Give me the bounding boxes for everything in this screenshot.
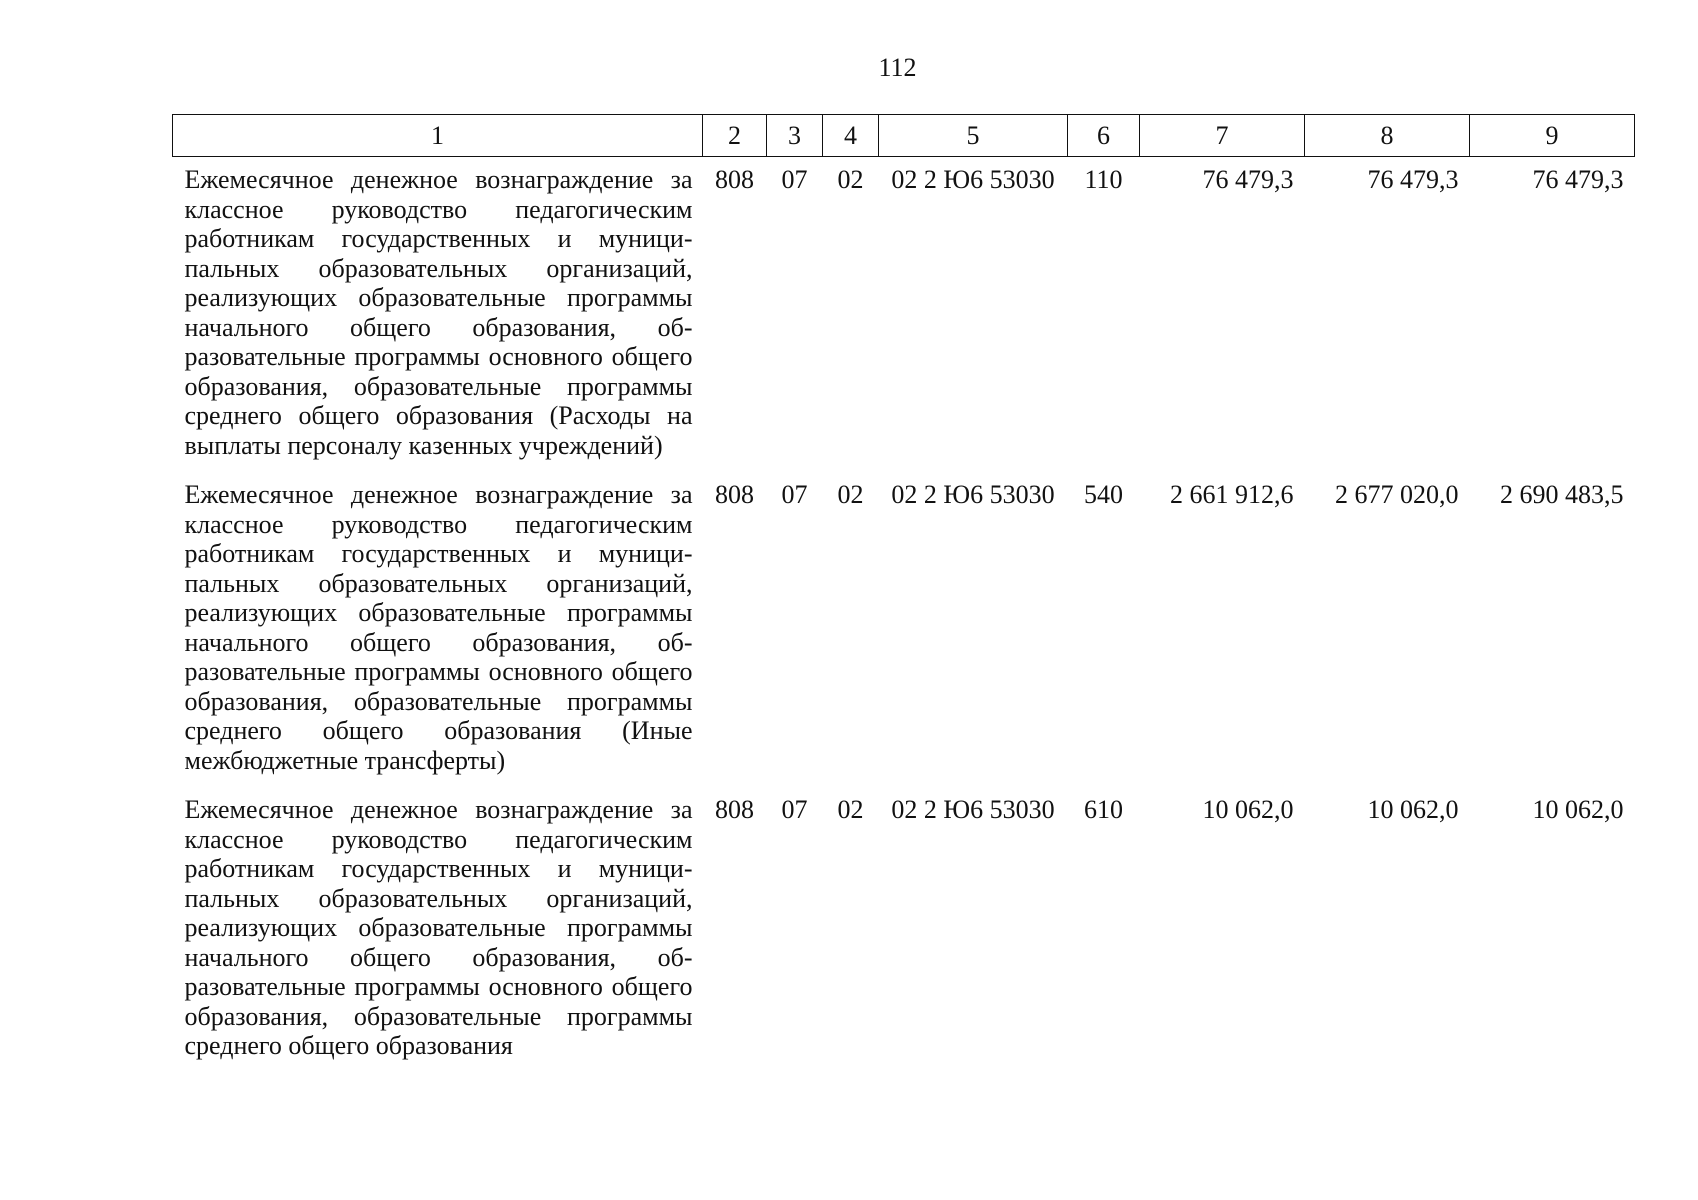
subsection-code: 02 bbox=[837, 795, 864, 824]
column-header: 4 bbox=[823, 115, 879, 157]
row-description: Ежемесячное денежное вознаграждение за классное руководство педагогическим работникам государственных и муниципальных образовательных организаций, реализующих образовательные программы начального общего образования, образовательные программы основного общего образования, образовательные программы среднего общего образования (Иные межбюджетные трансферты) bbox=[184, 480, 693, 775]
expense-type-code: 540 bbox=[1084, 480, 1123, 509]
target-article-code: 02 2 Ю6 53030 bbox=[891, 795, 1055, 824]
amount-col9: 10 062,0 bbox=[1532, 795, 1624, 824]
target-article-code: 02 2 Ю6 53030 bbox=[891, 480, 1055, 509]
column-header: 8 bbox=[1305, 115, 1470, 157]
ministry-code: 808 bbox=[715, 795, 754, 824]
column-header: 9 bbox=[1470, 115, 1635, 157]
amount-col7: 76 479,3 bbox=[1202, 165, 1294, 194]
column-header: 2 bbox=[703, 115, 767, 157]
column-header: 3 bbox=[767, 115, 823, 157]
amount-col7: 10 062,0 bbox=[1202, 795, 1294, 824]
column-header: 1 bbox=[173, 115, 703, 157]
table-row bbox=[173, 472, 1635, 787]
amount-col8: 10 062,0 bbox=[1367, 795, 1459, 824]
amount-col9: 2 690 483,5 bbox=[1500, 480, 1624, 509]
section-code: 07 bbox=[781, 795, 808, 824]
column-header: 7 bbox=[1140, 115, 1305, 157]
expense-type-code: 110 bbox=[1084, 165, 1123, 194]
page-number: 112 bbox=[878, 53, 917, 82]
section-code: 07 bbox=[781, 165, 808, 194]
amount-col8: 2 677 020,0 bbox=[1335, 480, 1459, 509]
expense-type-code: 610 bbox=[1084, 795, 1123, 824]
ministry-code: 808 bbox=[715, 165, 754, 194]
amount-col9: 76 479,3 bbox=[1532, 165, 1624, 194]
row-description: Ежемесячное денежное вознаграждение за классное руководство педагогическим работникам государственных и муниципальных образовательных организаций, реализующих образовательные программы начального общего образования, образовательные программы основного общего образования, образовательные программы среднего общего образования (Расходы на выплаты персоналу казенных учреждений) bbox=[184, 165, 693, 460]
target-article-code: 02 2 Ю6 53030 bbox=[891, 165, 1055, 194]
section-code: 07 bbox=[781, 480, 808, 509]
table-row bbox=[173, 787, 1635, 1073]
subsection-code: 02 bbox=[837, 165, 864, 194]
table-header-row bbox=[173, 115, 1635, 157]
subsection-code: 02 bbox=[837, 480, 864, 509]
column-header: 5 bbox=[879, 115, 1068, 157]
budget-table bbox=[172, 114, 1635, 1073]
row-description: Ежемесячное денежное вознаграждение за классное руководство педагогическим работникам государственных и муниципальных образовательных организаций, реализующих образовательные программы начального общего образования, образовательные программы основного общего образования, образовательные программы среднего общего образования bbox=[184, 795, 693, 1060]
column-header: 6 bbox=[1068, 115, 1140, 157]
table-row bbox=[173, 157, 1635, 473]
ministry-code: 808 bbox=[715, 480, 754, 509]
amount-col7: 2 661 912,6 bbox=[1170, 480, 1294, 509]
amount-col8: 76 479,3 bbox=[1367, 165, 1459, 194]
